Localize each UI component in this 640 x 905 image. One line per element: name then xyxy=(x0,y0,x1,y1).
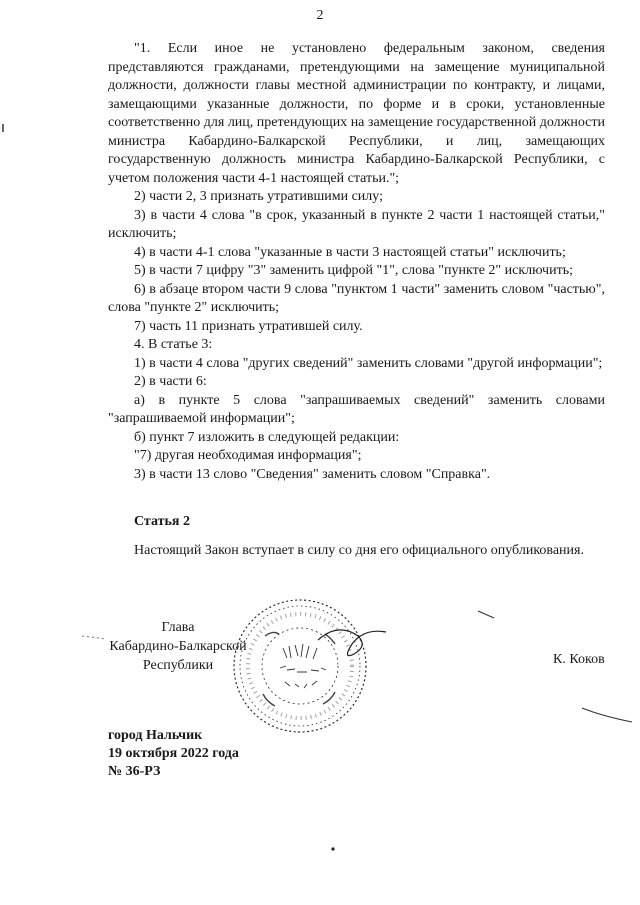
signatory-line-3: Республики xyxy=(142,658,214,673)
signatory-name: К. Коков xyxy=(553,652,605,667)
final-paragraph: Настоящий Закон вступает в силу со дня его официального опубликования. xyxy=(134,543,584,558)
paragraph-item-7: 7) часть 11 признать утратившей силу. xyxy=(134,318,363,334)
place-of-signing: город Нальчик xyxy=(108,728,203,743)
place-date-block xyxy=(108,727,239,781)
page-number: 2 xyxy=(316,8,324,23)
paragraph-item-2: 2) части 2, 3 признать утратившими силу; xyxy=(134,189,383,204)
article-title: Статья 2 xyxy=(134,514,190,529)
paragraph-quote-1: "1. Если иное не установлено федеральным законом, сведения представляются гражданами, претендующими на замещение муниципальной должности, должности главы местной администрации по контракту, и лицами, замещающими указанные должности, по форме и в сроки, установленные соответственно для лиц, претендующих на замещение государственной должности министра Кабардино-Балкарской Республики, и лиц, замещающих государственную должность министра Кабардино-Балкарской Республики, с учетом положения части 4-1 настоящей статьи."; xyxy=(108,41,605,186)
paragraph-item-6: 6) в абзаце втором части 9 слова "пунктом 1 части" заменить словом "частью", слова "пункте 2" исключить; xyxy=(108,281,605,315)
paragraph-item-4: 4) в части 4-1 слова "указанные в части 3 настоящей статьи" исключить; xyxy=(134,244,566,260)
paragraph-s4-item-7: "7) другая необходимая информация"; xyxy=(134,448,362,463)
paragraph-s4-item-3: 3) в части 13 слово "Сведения" заменить словом "Справка". xyxy=(134,466,491,482)
paragraph-item-3: 3) в части 4 слова "в срок, указанный в пункте 2 части 1 настоящей статьи," исключить; xyxy=(108,207,605,241)
paragraph-section-4: 4. В статье 3: xyxy=(134,337,213,352)
paragraph-s4-item-b: б) пункт 7 изложить в следующей редакции: xyxy=(134,429,400,445)
signatory-line-2: Кабардино-Балкарской xyxy=(109,639,247,654)
paragraph-s4-item-a: а) в пункте 5 слова "запрашиваемых сведений" заменить словами "запрашиваемой информации"; xyxy=(108,392,605,426)
law-number: № 36-РЗ xyxy=(108,764,161,779)
paragraph-s4-item-2: 2) в части 6: xyxy=(134,374,207,389)
paragraph-item-5: 5) в части 7 цифру "3" заменить цифрой "1", слова "пункте 2" исключить; xyxy=(134,263,573,278)
paragraph-s4-item-1: 1) в части 4 слова "других сведений" заменить словами "другой информации"; xyxy=(134,355,603,371)
signing-date: 19 октября 2022 года xyxy=(108,746,239,761)
signatory-line-1: Глава xyxy=(161,620,195,635)
